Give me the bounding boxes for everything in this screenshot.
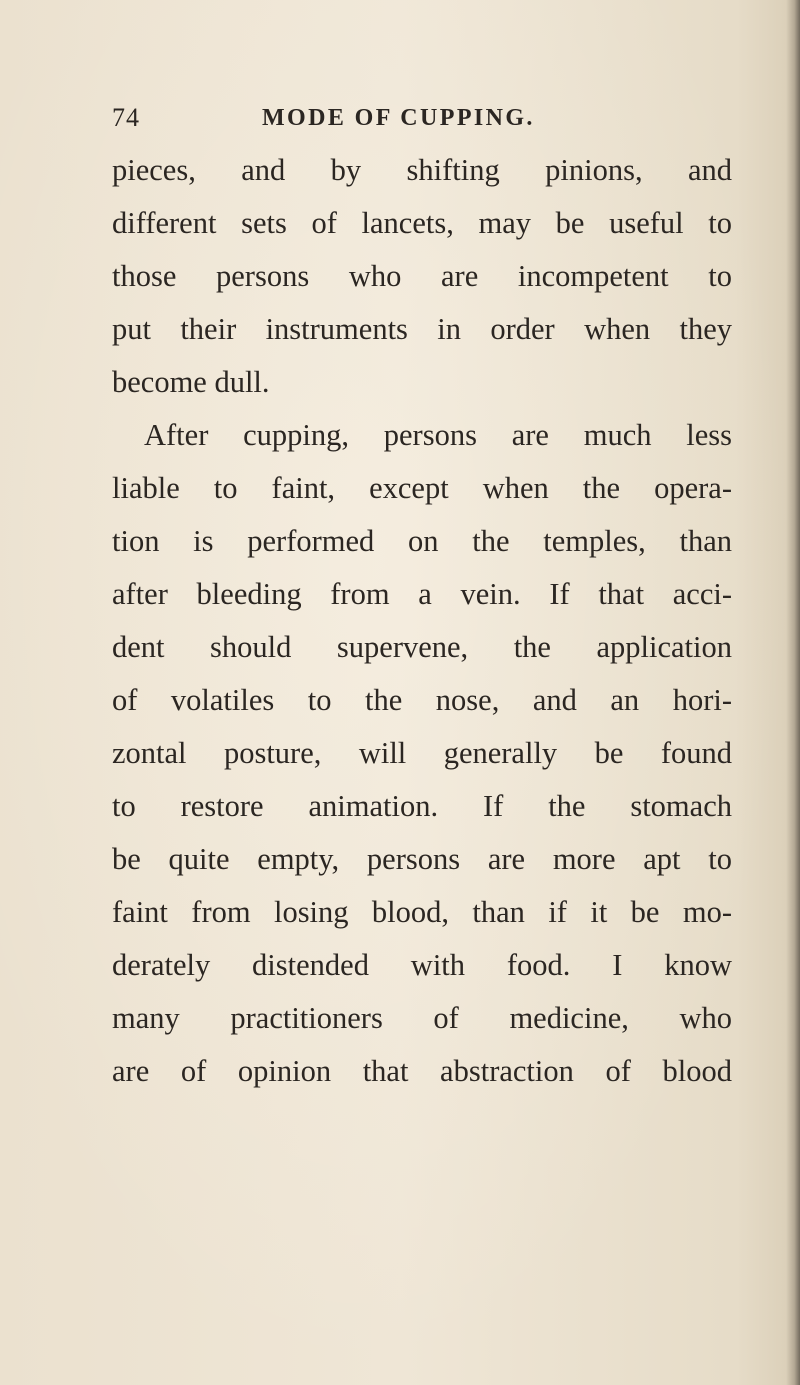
page-number: 74 (112, 103, 140, 132)
text-line: to restore animation. If the stomach (112, 789, 732, 823)
text-line: different sets of lancets, may be useful to (112, 206, 732, 240)
text-line: faint from losing blood, than if it be mo- (112, 895, 732, 929)
text-line: of volatiles to the nose, and an hori- (112, 683, 732, 717)
text-line: liable to faint, except when the opera- (112, 471, 732, 505)
body-text (112, 144, 732, 1098)
text-line: zontal posture, will generally be found (112, 736, 732, 770)
text-line: derately distended with food. I know (112, 948, 732, 982)
text-line: dent should supervene, the application (112, 630, 732, 664)
text-line: those persons who are incompetent to (112, 259, 732, 293)
running-head (112, 103, 752, 143)
text-line: are of opinion that abstraction of blood (112, 1054, 732, 1088)
text-line: many practitioners of medicine, who (112, 1001, 732, 1035)
text-line: After cupping, persons are much less (144, 418, 732, 452)
running-title: MODE OF CUPPING. (262, 105, 535, 131)
text-line: be quite empty, persons are more apt to (112, 842, 732, 876)
page-edge-shadow (786, 0, 800, 1385)
text-line: pieces, and by shifting pinions, and (112, 153, 732, 187)
text-line: become dull. (112, 365, 270, 399)
text-line: put their instruments in order when they (112, 312, 732, 346)
text-line: after bleeding from a vein. If that acci- (112, 577, 732, 611)
text-line: tion is performed on the temples, than (112, 524, 732, 558)
